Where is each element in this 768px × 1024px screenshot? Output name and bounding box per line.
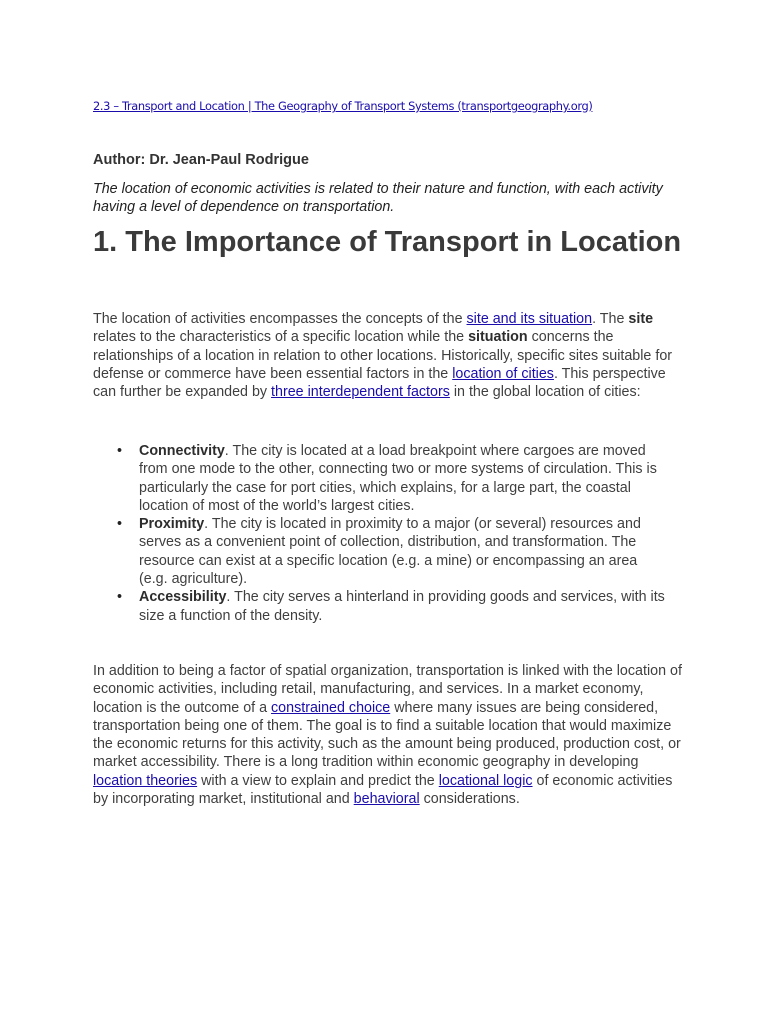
list-item-accessibility: [93, 588, 669, 625]
term-accessibility: Accessibility: [139, 589, 227, 606]
bullet-icon: •: [117, 589, 123, 606]
link-location-of-cities[interactable]: location of cities: [452, 365, 554, 382]
text-run: of economic activities by incorporating market, institutional and: [93, 772, 673, 808]
intro-summary: The location of economic activities is related to their nature and function, with each activity having a level of dependence on transportation.: [93, 181, 663, 215]
term-situation: situation: [468, 329, 528, 346]
author-label: Author:: [93, 152, 146, 168]
term-proximity: Proximity: [139, 516, 205, 533]
list-item-text: . The city serves a hinterland in providing goods and services, with its size a function of the density.: [139, 589, 665, 624]
paragraph-location-choice: [93, 662, 683, 808]
list-item-text: . The city is located at a load breakpoint where cargoes are moved from one mode to the other, connecting two or more systems of circulation. This is particularly the case for port cities, which explains, for a large part, the coastal location of most of the world’s largest cities.: [139, 443, 657, 514]
link-location-theories[interactable]: location theories: [93, 772, 198, 789]
paragraph-site-situation: [93, 310, 683, 401]
text-run: . The: [592, 311, 629, 327]
list-item-proximity: [93, 515, 669, 588]
author-name: Dr. Jean-Paul Rodrigue: [149, 152, 309, 168]
link-locational-logic[interactable]: locational logic: [438, 772, 533, 789]
link-behavioral[interactable]: behavioral: [353, 791, 420, 808]
text-run: with a view to explain and predict the: [197, 772, 439, 789]
text-run: relates to the characteristics of a specific location while the: [93, 329, 469, 346]
text-run: In addition to being a factor of spatial organization, transportation is linked with the location of economic activities, including retail, manufacturing, and services. In a market economy, location is the outcome of a: [93, 663, 682, 716]
text-run: considerations.: [419, 791, 520, 808]
text-run: in the global location of cities:: [449, 384, 641, 401]
text-run: where many issues are being considered, transportation being one of them. The goal is to find a suitable location that would maximize the economic returns for this activity, such as the amount being produced, production cost, or market accessibility. There is a long tradition within economic geography in developing: [93, 699, 681, 771]
source-link[interactable]: 2.3 – Transport and Location | The Geography of Transport Systems (transportgeography.org): [93, 99, 593, 113]
section-heading: 1. The Importance of Transport in Location: [93, 226, 682, 258]
author-line: [93, 152, 309, 168]
text-run: . This perspective can further be expanded by: [93, 365, 666, 401]
link-constrained-choice[interactable]: constrained choice: [271, 699, 391, 716]
text-run: concerns the relationships of a location in relation to other locations. Historically, specific sites suitable for defense or commerce have been essential factors in the: [93, 329, 673, 382]
list-item-text: . The city is located in proximity to a major (or several) resources and serves as a convenient point of collection, distribution, and transformation. The resource can exist at a specific location (e.g. a mine) or encompassing an area (e.g. agriculture).: [139, 516, 641, 588]
factors-list: [93, 442, 683, 625]
text-run: The location of activities encompasses the concepts of the: [93, 311, 467, 327]
term-connectivity: Connectivity: [139, 443, 225, 459]
bullet-icon: •: [117, 516, 123, 533]
link-three-interdependent-factors[interactable]: three interdependent factors: [271, 384, 450, 401]
link-site-and-situation[interactable]: site and its situation: [466, 311, 593, 327]
bullet-icon: •: [117, 443, 123, 459]
term-site: site: [628, 311, 654, 327]
list-item-connectivity: [93, 442, 669, 515]
